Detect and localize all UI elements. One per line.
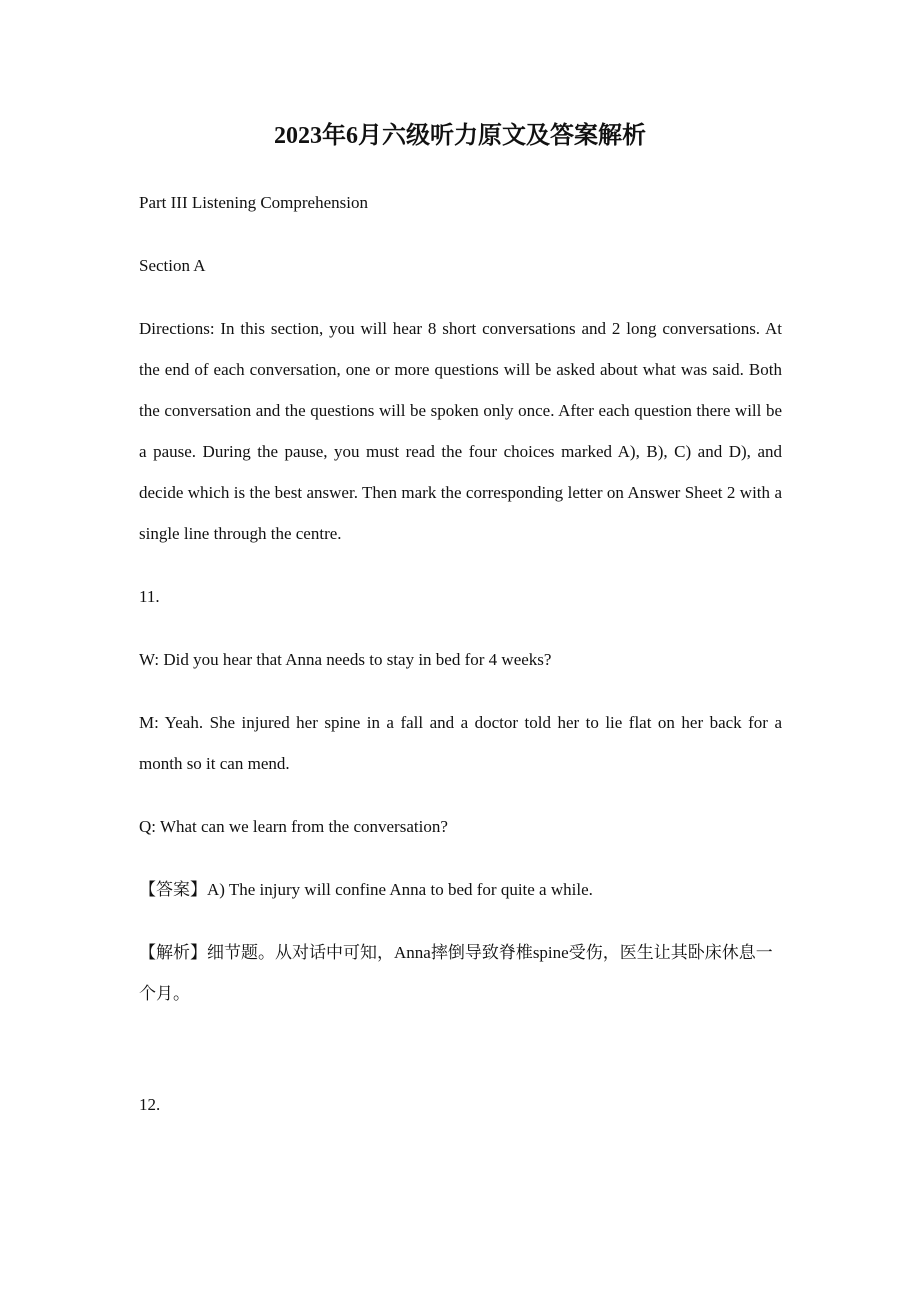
question-number: 12. [139, 1095, 161, 1114]
part-heading: Part III Listening Comprehension [139, 193, 368, 212]
question-line: Q: What can we learn from the conversation? [139, 817, 448, 836]
section-heading: Section A [139, 256, 206, 275]
directions-paragraph: Directions: In this section, you will hear 8 short conversations and 2 long conversations. At the end of each conversation, one or more questions will be asked about what was said. Both the conversation and the questions will be spoken only once. After each question there will be a pause. During the pause, you must read the four choices marked A), B), C) and D), and decide which is the best answer. Then mark the corresponding letter on Answer Sheet 2 with a single line through the centre. [139, 319, 782, 543]
man-dialogue-line: M: Yeah. She injured her spine in a fall and a doctor told her to lie flat on her back for a month so it can mend. [139, 713, 782, 773]
answer-line: 【答案】A) The injury will confine Anna to bed for quite a while. [139, 880, 593, 899]
woman-dialogue-line: W: Did you hear that Anna needs to stay in bed for 4 weeks? [139, 650, 552, 669]
question-number: 11. [139, 587, 160, 606]
analysis-paragraph: 【解析】细节题。从对话中可知，Anna摔倒导致脊椎spine受伤，医生让其卧床休息一个月。 [139, 943, 773, 1003]
page-title: 2023年6月六级听力原文及答案解析 [274, 123, 646, 149]
